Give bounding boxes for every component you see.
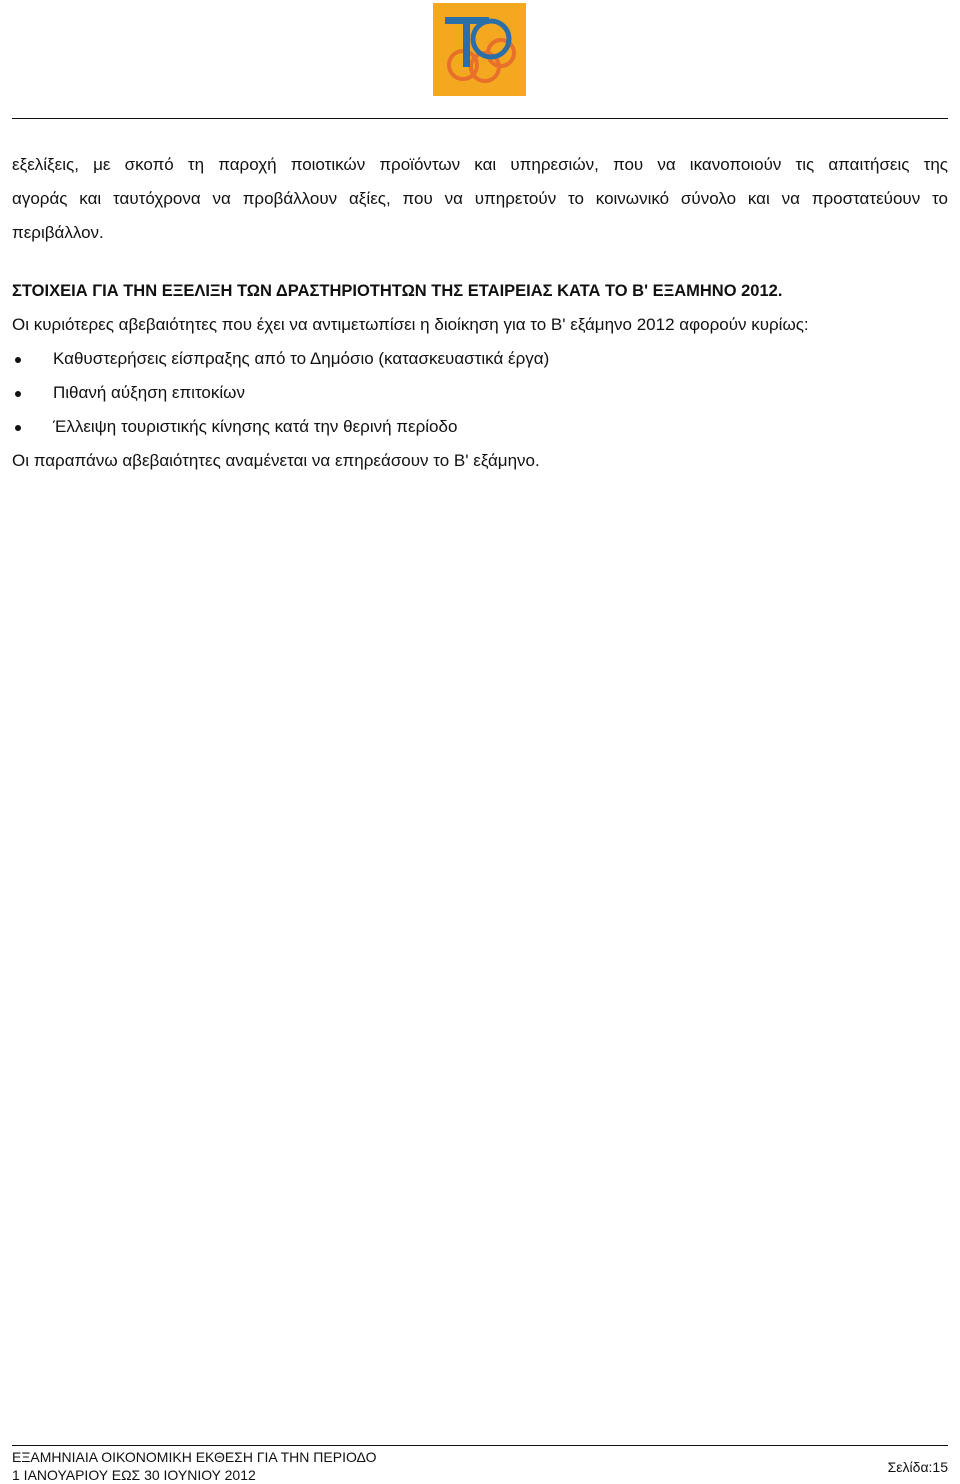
intro-line: περιβάλλον. <box>12 223 104 242</box>
page-number: Σελίδα:15 <box>887 1459 948 1475</box>
list-item-text: Πιθανή αύξηση επιτοκίων <box>53 383 245 402</box>
footer-title-line: 1 ΙΑΝΟΥΑΡΙΟΥ ΕΩΣ 30 ΙΟΥΝΙΟΥ 2012 <box>12 1467 256 1483</box>
header-divider <box>12 118 948 119</box>
list-item-text: Έλλειψη τουριστικής κίνησης κατά την θερινή περίοδο <box>53 417 458 436</box>
closing-text: Οι παραπάνω αβεβαιότητες αναμένεται να επηρεάσουν το Β' εξάμηνο. <box>12 451 540 470</box>
page-body <box>12 148 948 478</box>
list-item <box>12 410 948 444</box>
footer-title-line: ΕΞΑΜΗΝΙΑΙΑ ΟΙΚΟΝΟΜΙΚΗ ΕΚΘΕΣΗ ΓΙΑ ΤΗΝ ΠΕΡΙΟΔΟ <box>12 1449 377 1465</box>
section-lead-text: Οι κυριότερες αβεβαιότητες που έχει να αντιμετωπίσει η διοίκηση για το Β' εξάμηνο 2012 αφορούν κυρίως: <box>12 315 809 334</box>
list-item <box>12 376 948 410</box>
bullet-icon <box>15 425 21 431</box>
intro-line: εξελίξεις, με σκοπό τη παροχή ποιοτικών προϊόντων και υπηρεσιών, που να ικανοποιούν τις απαιτήσεις της <box>12 155 948 174</box>
bullet-icon <box>15 357 21 363</box>
section-heading: ΣΤΟΙΧΕΙΑ ΓΙΑ ΤΗΝ ΕΞΕΛΙΞΗ ΤΩΝ ΔΡΑΣΤΗΡΙΟΤΗΤΩΝ ΤΗΣ ΕΤΑΙΡΕΙΑΣ ΚΑΤΑ ΤΟ Β' ΕΞΑΜΗΝΟ 2012. <box>12 282 783 300</box>
footer-report-title <box>12 1448 377 1484</box>
intro-paragraph <box>12 148 948 250</box>
uncertainties-list <box>12 342 948 444</box>
list-item <box>12 342 948 376</box>
company-logo <box>433 3 526 96</box>
list-item-text: Καθυστερήσεις είσπραξης από το Δημόσιο (κατασκευαστικά έργα) <box>53 349 550 368</box>
footer-divider <box>12 1445 948 1446</box>
intro-line: αγοράς και ταυτόχρονα να προβάλλουν αξίες, που να υπηρετούν το κοινωνικό σύνολο και να προστατεύουν το <box>12 189 948 208</box>
bullet-icon <box>15 391 21 397</box>
company-logo-icon <box>433 3 526 96</box>
